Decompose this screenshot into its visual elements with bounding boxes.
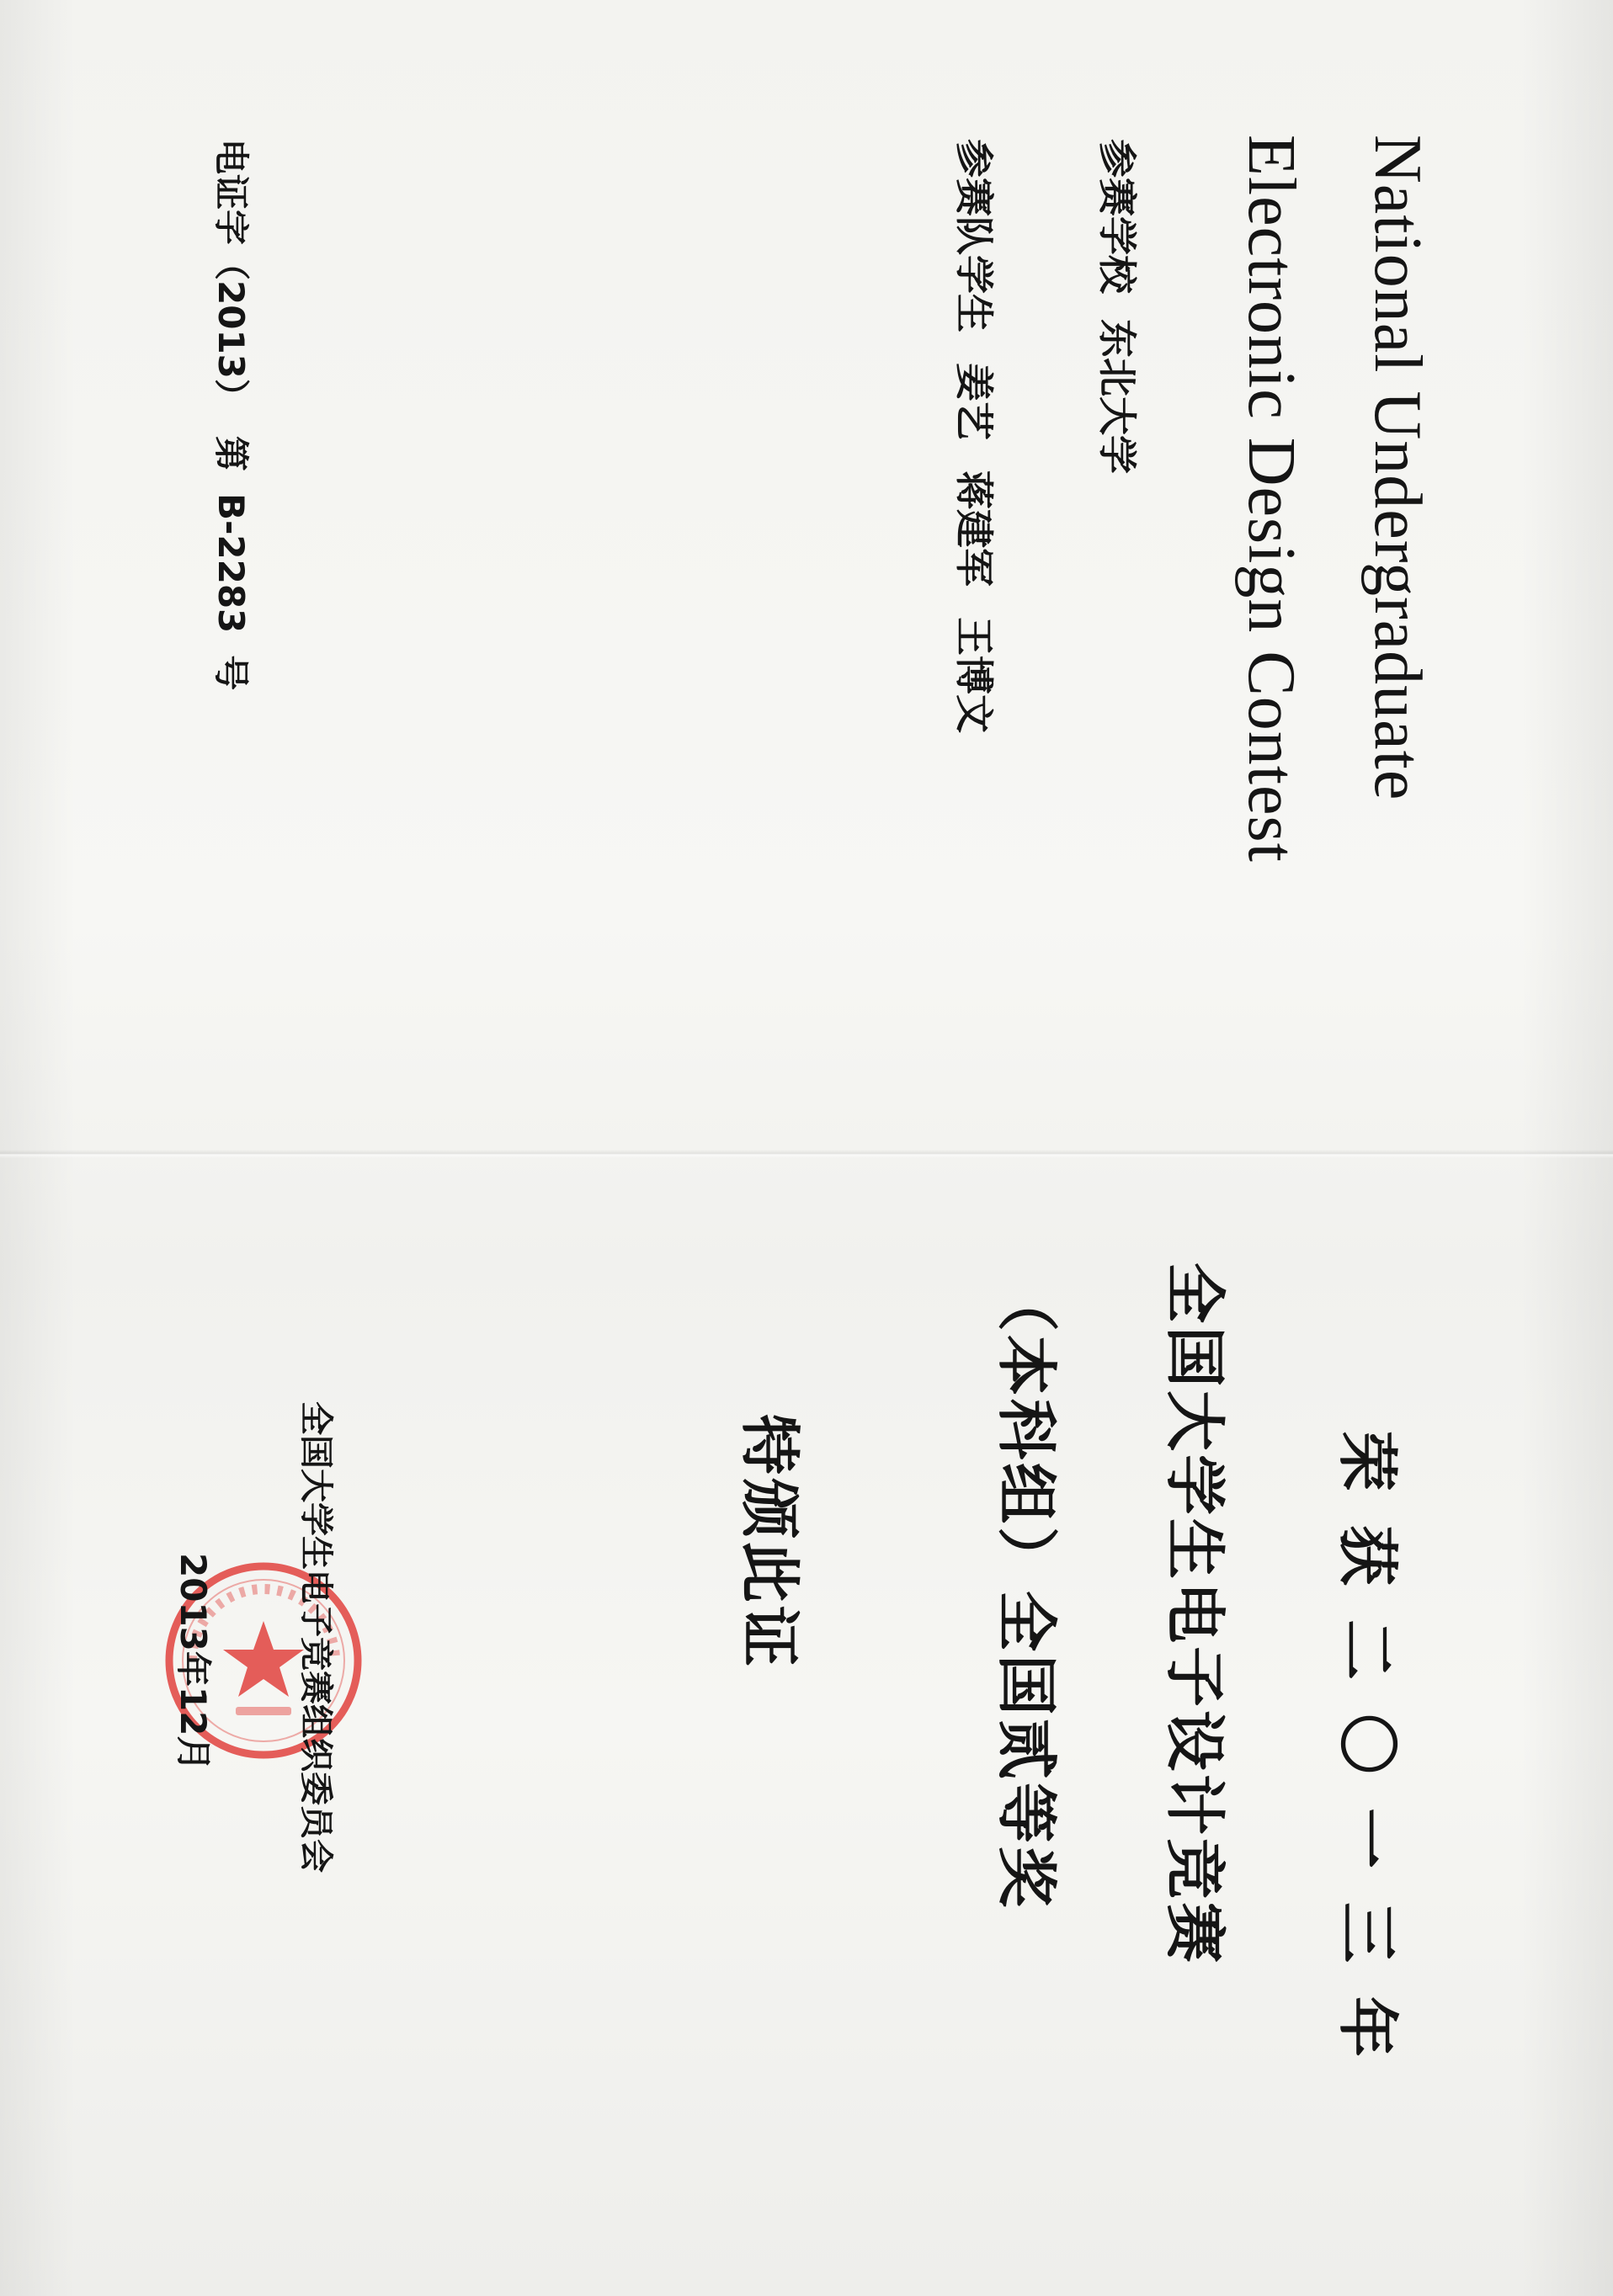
- student-name: 王博文: [951, 617, 997, 733]
- students-line: [951, 139, 997, 733]
- cert-di: 第: [210, 435, 252, 471]
- title-english-line-1: National Undergraduate: [1360, 135, 1435, 801]
- award-line-prize: （本科组）全国贰等奖: [991, 1271, 1062, 1911]
- seal-text-mark: [236, 1707, 291, 1715]
- center-fold: [0, 1150, 1613, 1158]
- school-line: [1094, 139, 1140, 474]
- award-line-contest: 全国大学生电子设计竞赛: [1159, 1262, 1230, 1967]
- certificate-number: [210, 139, 252, 691]
- student-name: 姜艺: [951, 363, 997, 440]
- cert-number-value: B-2283: [210, 492, 252, 634]
- award-line-issued: 特颁此证: [734, 1414, 805, 1671]
- title-english-line-2: Electronic Design Contest: [1234, 135, 1308, 863]
- cert-prefix: 电证字: [210, 139, 252, 246]
- school-name: 东北大学: [1094, 319, 1140, 474]
- cert-year: （2013）: [210, 245, 252, 414]
- paper-edge-shadow-right: [1520, 0, 1613, 2296]
- student-name: 蒋建军: [951, 470, 997, 587]
- paper-edge-shadow-left: [0, 0, 76, 2296]
- cert-suffix: 号: [210, 655, 252, 691]
- seal-star-icon: [223, 1621, 304, 1697]
- students-label: 参赛队学生: [951, 139, 997, 332]
- school-label: 参赛学校: [1094, 139, 1140, 294]
- award-line-year: 荣获二〇一三年: [1332, 1431, 1403, 2091]
- issue-date: 2013年12月: [173, 1553, 214, 1772]
- issuing-committee: 全国大学生电子竞赛组织委员会: [296, 1401, 335, 1873]
